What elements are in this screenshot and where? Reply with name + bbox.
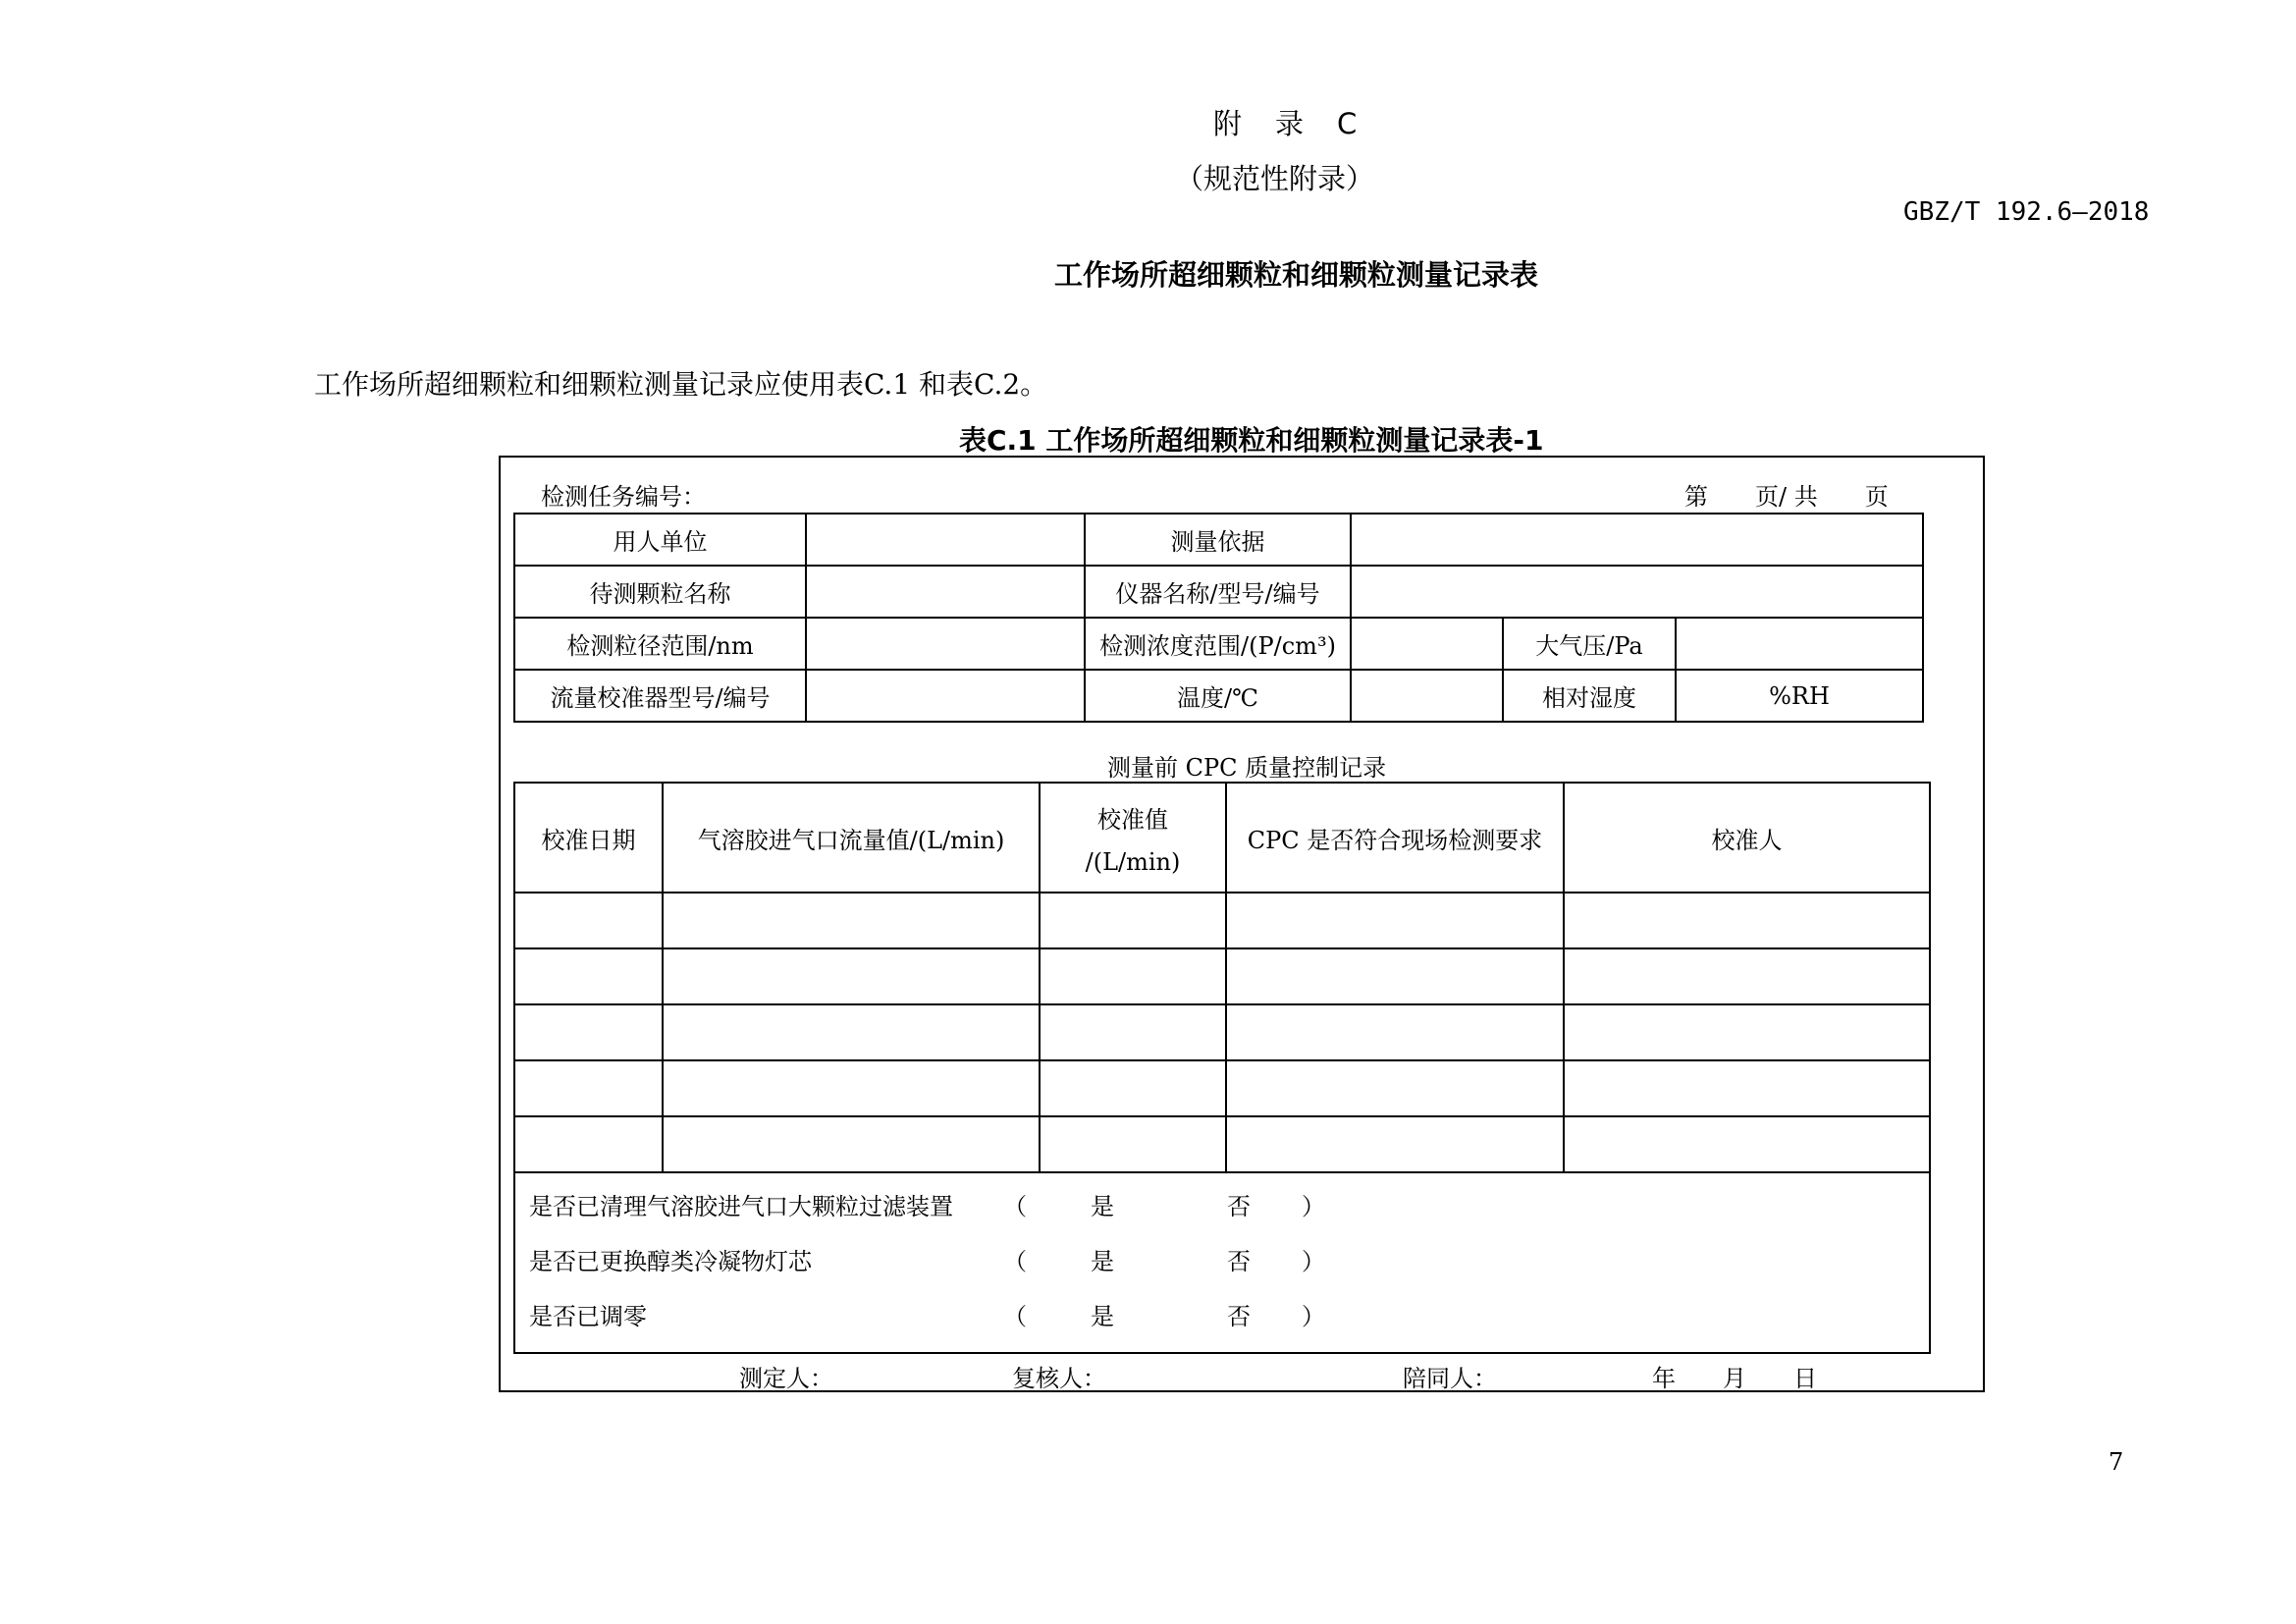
- particle-name-label: 待测颗粒名称: [514, 566, 806, 618]
- appendix-mid: 录: [1275, 107, 1307, 140]
- check-open: （: [1003, 1193, 1027, 1220]
- flow-calibrator-value[interactable]: [806, 670, 1085, 722]
- check-open: （: [1003, 1248, 1027, 1275]
- cell[interactable]: [1226, 948, 1564, 1004]
- check-close: ）: [1302, 1248, 1325, 1275]
- col-calib-value: [1040, 783, 1226, 893]
- instrument-value[interactable]: [1351, 566, 1923, 618]
- cell[interactable]: [1226, 1116, 1564, 1172]
- check-no[interactable]: 否: [1227, 1248, 1251, 1275]
- cell[interactable]: [514, 1116, 663, 1172]
- appendix-letter: C: [1337, 107, 1360, 140]
- info-table: [513, 513, 1924, 723]
- size-range-label: 检测粒径范围/nm: [514, 618, 806, 670]
- humidity-value[interactable]: %RH: [1676, 670, 1923, 722]
- check-yes[interactable]: 是: [1091, 1248, 1114, 1275]
- employer-label: 用人单位: [514, 514, 806, 566]
- check-yes[interactable]: 是: [1091, 1193, 1114, 1220]
- appendix-subtitle: （规范性附录）: [1175, 162, 1375, 195]
- record-title: 工作场所超细颗粒和细颗粒测量记录表: [1054, 258, 1539, 292]
- pressure-label: 大气压/Pa: [1503, 618, 1676, 670]
- check-no[interactable]: 否: [1227, 1303, 1251, 1330]
- table-row: [514, 893, 1930, 948]
- cell[interactable]: [1564, 948, 1930, 1004]
- check-item: [529, 1297, 1929, 1352]
- check-item: [529, 1242, 1929, 1297]
- cell[interactable]: [1040, 1004, 1226, 1060]
- check-item: [529, 1187, 1929, 1242]
- page-count-label: 第 页/ 共 页: [1684, 483, 1889, 511]
- checklist: [514, 1172, 1930, 1353]
- companion-label: 陪同人：: [1403, 1365, 1497, 1392]
- cell[interactable]: [663, 1116, 1040, 1172]
- temperature-label: 温度/℃: [1085, 670, 1351, 722]
- cell[interactable]: [1564, 1116, 1930, 1172]
- reviewer-label: 复核人：: [1012, 1365, 1106, 1392]
- check-question: 是否已清理气溶胶进气口大颗粒过滤装置: [529, 1193, 953, 1220]
- cell[interactable]: [663, 1060, 1040, 1116]
- table-row: [514, 948, 1930, 1004]
- table-caption: 表C.1 工作场所超细颗粒和细颗粒测量记录表-1: [959, 424, 1544, 457]
- table-row: [514, 1116, 1930, 1172]
- cpc-section-title: 测量前 CPC 质量控制记录: [1107, 754, 1387, 782]
- cell[interactable]: [1564, 1060, 1930, 1116]
- flow-calibrator-label: 流量校准器型号/编号: [514, 670, 806, 722]
- check-question: 是否已调零: [529, 1303, 647, 1330]
- conc-range-label: 检测浓度范围/(P/cm³): [1085, 618, 1351, 670]
- cell[interactable]: [514, 893, 663, 948]
- date-label: 年 月 日: [1652, 1365, 1817, 1392]
- appendix-title: [1198, 102, 1374, 142]
- col-calib-value-line1: 校准值: [1097, 805, 1168, 834]
- instrument-label: 仪器名称/型号/编号: [1085, 566, 1351, 618]
- document-code: GBZ/T 192.6—2018: [1903, 197, 2150, 227]
- col-conform: CPC 是否符合现场检测要求: [1226, 783, 1564, 893]
- col-inlet-flow: 气溶胶进气口流量值/(L/min): [663, 783, 1040, 893]
- cell[interactable]: [1564, 1004, 1930, 1060]
- humidity-label: 相对湿度: [1503, 670, 1676, 722]
- cell[interactable]: [1226, 893, 1564, 948]
- cell[interactable]: [663, 1004, 1040, 1060]
- cell[interactable]: [1040, 948, 1226, 1004]
- intro-paragraph: 工作场所超细颗粒和细颗粒测量记录应使用表C.1 和表C.2。: [314, 368, 1048, 401]
- measurer-label: 测定人：: [739, 1365, 833, 1392]
- col-calib-value-line2: /(L/min): [1085, 847, 1181, 876]
- appendix-prefix: 附: [1213, 107, 1245, 140]
- cell[interactable]: [663, 948, 1040, 1004]
- check-question: 是否已更换醇类冷凝物灯芯: [529, 1248, 812, 1275]
- basis-value[interactable]: [1351, 514, 1923, 566]
- table-row: [514, 1004, 1930, 1060]
- cell[interactable]: [1040, 1116, 1226, 1172]
- cell[interactable]: [663, 893, 1040, 948]
- cpc-table: [513, 782, 1931, 1354]
- temperature-value[interactable]: [1351, 670, 1503, 722]
- task-number-label: 检测任务编号：: [541, 483, 706, 511]
- cell[interactable]: [1040, 1060, 1226, 1116]
- check-no[interactable]: 否: [1227, 1193, 1251, 1220]
- particle-name-value[interactable]: [806, 566, 1085, 618]
- size-range-value[interactable]: [806, 618, 1085, 670]
- cell[interactable]: [514, 948, 663, 1004]
- cell[interactable]: [1226, 1060, 1564, 1116]
- cell[interactable]: [1564, 893, 1930, 948]
- conc-range-value[interactable]: [1351, 618, 1503, 670]
- cell[interactable]: [514, 1004, 663, 1060]
- check-close: ）: [1302, 1303, 1325, 1330]
- table-row: [514, 1060, 1930, 1116]
- cell[interactable]: [514, 1060, 663, 1116]
- basis-label: 测量依据: [1085, 514, 1351, 566]
- check-close: ）: [1302, 1193, 1325, 1220]
- cell[interactable]: [1226, 1004, 1564, 1060]
- check-open: （: [1003, 1303, 1027, 1330]
- employer-value[interactable]: [806, 514, 1085, 566]
- col-date: 校准日期: [514, 783, 663, 893]
- cell[interactable]: [1040, 893, 1226, 948]
- check-yes[interactable]: 是: [1091, 1303, 1114, 1330]
- page-number: 7: [2109, 1448, 2124, 1476]
- pressure-value[interactable]: [1676, 618, 1923, 670]
- col-calibrator: 校准人: [1564, 783, 1930, 893]
